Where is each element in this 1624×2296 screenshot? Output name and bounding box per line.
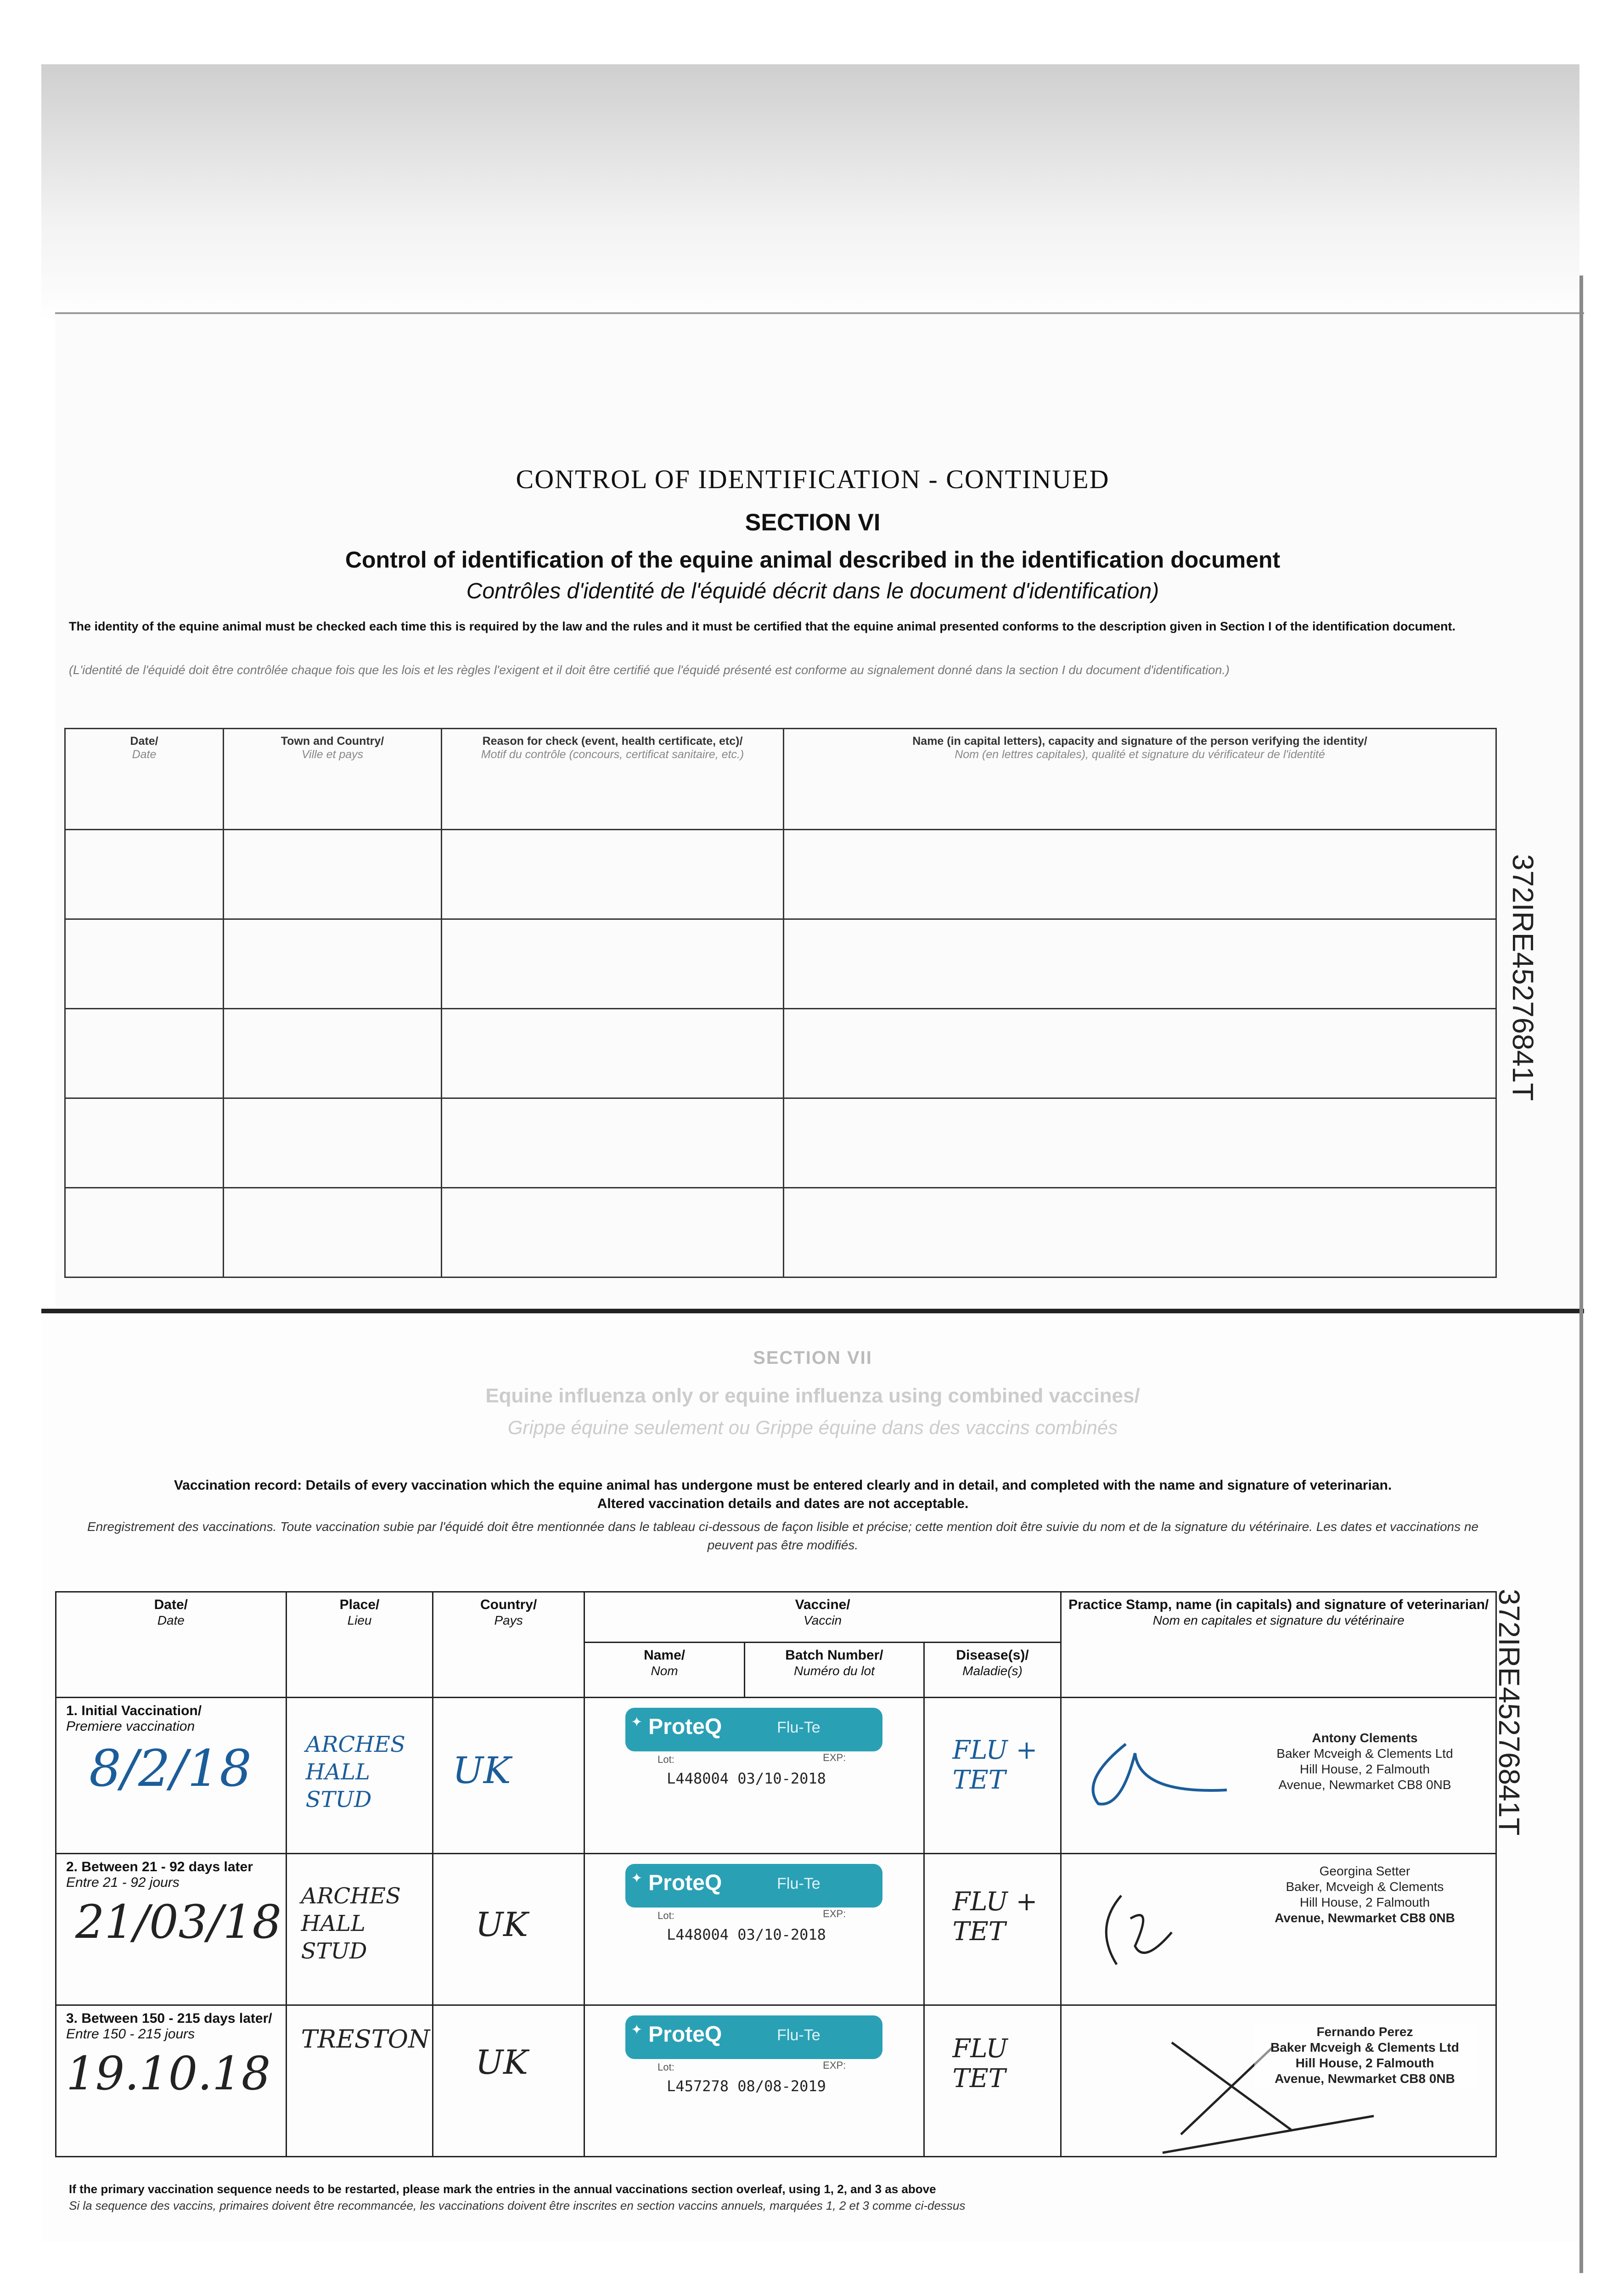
- vaccination-place: ARCHES HALL STUD: [301, 1883, 401, 1964]
- brand-icon: ✦: [631, 2022, 643, 2037]
- intro-text-fr: (L'identité de l'équidé doit être contrôlée chaque fois que les lois et les règles l'exigent et il doit être certifié que l'équidé présenté est conforme au signalement donné dans la section I du document d'identification.): [69, 663, 1230, 677]
- batch-number: L457278 08/08-2019: [667, 2077, 826, 2095]
- disease: FLU + TET: [952, 1735, 1038, 1795]
- vaccine-type: Flu-Te: [777, 1875, 820, 1892]
- disease: FLU TET: [952, 2034, 1008, 2093]
- table-row: [65, 1188, 1496, 1277]
- vaccine-brand: ProteQ: [648, 1871, 722, 1895]
- lot-label: Lot:: [657, 2061, 674, 2073]
- vaccine-sticker: [625, 2015, 882, 2121]
- brand-icon: ✦: [631, 1871, 643, 1886]
- col-vaccine-name: Name/ Nom: [584, 1643, 745, 1698]
- col-verifier: Name (in capital letters), capacity and signature of the person verifying the identity/ Nom (en lettres capitales), qualité et signature du vérificateur de l'identité: [784, 729, 1496, 830]
- vaccination-row: [56, 1854, 1496, 2005]
- vaccination-country: UK: [475, 1905, 528, 1944]
- vaccine-brand: ProteQ: [648, 1715, 722, 1739]
- exp-label: EXP:: [823, 1752, 846, 1763]
- exp-label: EXP:: [823, 2060, 846, 2071]
- col-stamp: Practice Stamp, name (in capitals) and signature of veterinarian/ Nom en capitales et signature du vétérinaire: [1061, 1592, 1496, 1698]
- footer-note-fr: Si la sequence des vaccins, primaires doivent être recommancée, les vaccinations doivent être inscrites en section vaccins annuels, marquées 1, 2 et 3 comme ci-dessus: [69, 2199, 966, 2212]
- table-row: [65, 1098, 1496, 1188]
- vaccination-record-note: Vaccination record: Details of every vaccination which the equine animal has undergone must be entered clearly and in detail, and completed with the name and signature of veterinarian. Altered vaccination details and dates are not acceptable.: [174, 1478, 1392, 1511]
- vaccine-sticker: [625, 1708, 882, 1813]
- intro-text: The identity of the equine animal must be checked each time this is required by the law and the rules and it must be certified that the equine animal presented conforms to the description given in Section I of the identification document.: [69, 619, 1456, 633]
- brand-icon: ✦: [631, 1715, 643, 1730]
- document-id-upper: 372IRE452768​41T: [1506, 854, 1540, 1101]
- document-id-lower: 372IRE452768​41T: [1493, 1589, 1526, 1836]
- table-row: [65, 830, 1496, 919]
- practice-stamp: Fernando Perez Baker Mcveigh & Clements Ltd Hill House, 2 Falmouth Avenue, Newmarket CB8 0NB: [1254, 2024, 1475, 2087]
- identification-table: [64, 728, 1497, 1278]
- vaccination-country: UK: [475, 2043, 528, 2082]
- practice-stamp: Georgina Setter Baker, Mcveigh & Clements Hill House, 2 Falmouth Avenue, Newmarket CB8 0NB: [1275, 1864, 1455, 1925]
- col-date: Date/ Date: [65, 729, 224, 830]
- section7-subtitle-fr: Grippe équine seulement ou Grippe équine dans des vaccins combinés: [507, 1417, 1118, 1438]
- col-town: Town and Country/ Ville et pays: [224, 729, 442, 830]
- col-batch: Batch Number/ Numéro du lot: [745, 1643, 924, 1698]
- col-country: Country/ Pays: [433, 1592, 584, 1698]
- signature-2: [1080, 1877, 1218, 1978]
- vaccination-date: 21/03/18: [75, 1895, 282, 1949]
- vaccine-type: Flu-Te: [777, 1719, 820, 1736]
- signature-1: [1071, 1726, 1236, 1818]
- col-place: Place/ Lieu: [286, 1592, 433, 1698]
- vaccination-row: [56, 2005, 1496, 2157]
- batch-number: L448004 03/10-2018: [667, 1926, 826, 1943]
- scan-background: [41, 64, 1579, 321]
- batch-number: L448004 03/10-2018: [667, 1770, 826, 1787]
- vaccine-sticker: [625, 1864, 882, 1970]
- table-row: [65, 919, 1496, 1009]
- section-title: SECTION VI: [745, 509, 881, 536]
- row-label: 1. Initial Vaccination/ Premiere vaccination: [66, 1703, 202, 1734]
- row-label: 2. Between 21 - 92 days later Entre 21 - 92 jours: [66, 1859, 253, 1890]
- vaccination-place: ARCHES HALL STUD: [305, 1732, 405, 1812]
- section-subtitle-fr: Contrôles d'identité de l'équidé décrit dans le document d'identification): [466, 579, 1159, 603]
- col-reason: Reason for check (event, health certificate, etc)/ Motif du contrôle (concours, certificat sanitaire, etc.): [442, 729, 784, 830]
- page-title: CONTROL OF IDENTIFICATION - CONTINUED: [516, 464, 1110, 494]
- section-subtitle: Control of identification of the equine animal described in the identification document: [345, 547, 1281, 573]
- vaccination-date: 19.10.18: [66, 2047, 271, 2100]
- col-vaccine: Vaccine/ Vaccin: [584, 1592, 1061, 1643]
- vaccination-row: [56, 1698, 1496, 1854]
- vaccination-table: [55, 1591, 1497, 2157]
- exp-label: EXP:: [823, 1908, 846, 1919]
- col-date: Date/ Date: [56, 1592, 287, 1698]
- footer-note: If the primary vaccination sequence needs to be restarted, please mark the entries in the annual vaccinations section overleaf, using 1, 2, and 3 as above: [69, 2182, 936, 2196]
- vaccination-date: 8/2/18: [89, 1739, 252, 1798]
- lot-label: Lot:: [657, 1754, 674, 1765]
- vaccination-place: TRESTON: [301, 2025, 430, 2054]
- section7-subtitle: Equine influenza only or equine influenza using combined vaccines/: [485, 1384, 1140, 1407]
- section7-title: SECTION VII: [753, 1348, 872, 1368]
- row-label: 3. Between 150 - 215 days later/ Entre 150 - 215 jours: [66, 2011, 272, 2042]
- vaccine-brand: ProteQ: [648, 2022, 722, 2047]
- table-row: [65, 1009, 1496, 1098]
- col-disease: Disease(s)/ Maladie(s): [924, 1643, 1061, 1698]
- page-edge: [1579, 276, 1583, 2273]
- disease: FLU + TET: [952, 1887, 1038, 1947]
- lot-label: Lot:: [657, 1910, 674, 1921]
- vaccination-record-note-fr: Enregistrement des vaccinations. Toute vaccination subie par l'équidé doit être mentionnée dans le tableau ci-dessous de façon lisible et précise; cette mention doit être suivie du nom et de la signature du vétérinaire. Les dates et vaccinations ne peuvent pas être modifiés.: [87, 1519, 1479, 1552]
- practice-stamp: Antony Clements Baker Mcveigh & Clements Ltd Hill House, 2 Falmouth Avenue, Newmarket CB8 0NB: [1276, 1731, 1453, 1792]
- vaccination-country: UK: [452, 1749, 511, 1792]
- vaccine-type: Flu-Te: [777, 2026, 820, 2044]
